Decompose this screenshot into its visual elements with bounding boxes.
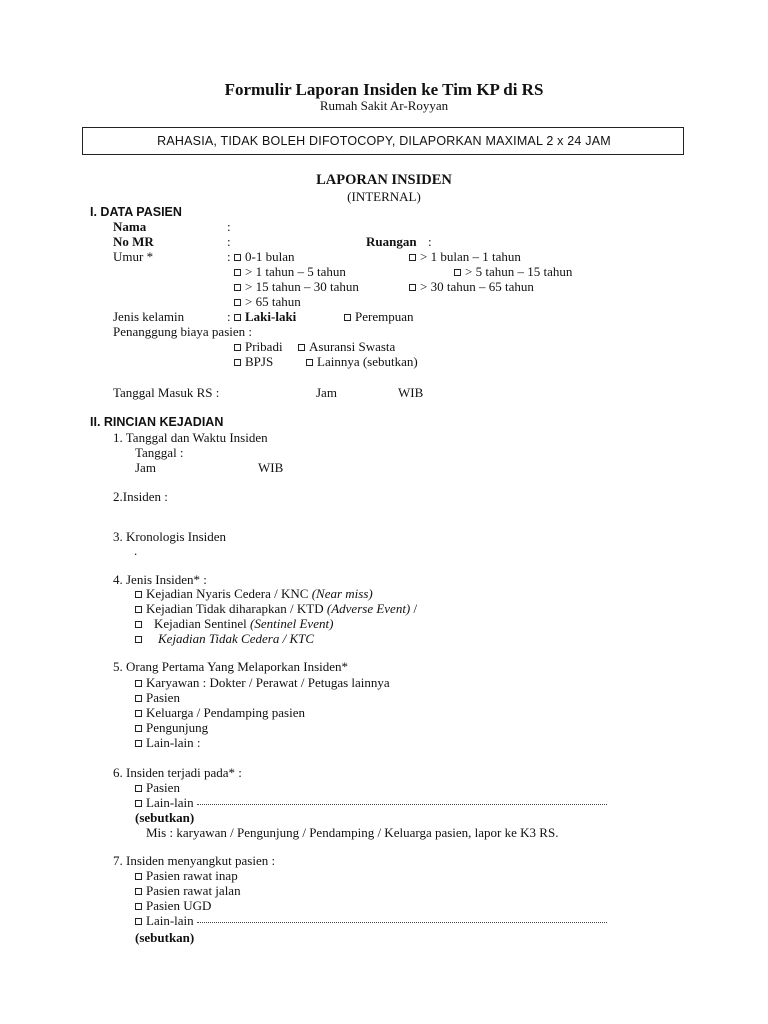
q6-option[interactable]: Pasien	[135, 780, 180, 795]
checkbox[interactable]	[135, 710, 142, 717]
ruangan-label: Ruangan	[366, 234, 417, 249]
q4-option[interactable]: Kejadian Tidak diharapkan / KTD (Adverse Event) /	[135, 601, 417, 616]
checkbox[interactable]	[135, 636, 142, 643]
q4-option[interactable]: Kejadian Sentinel (Sentinel Event)	[135, 616, 333, 631]
q6-label: 6. Insiden terjadi pada* :	[113, 765, 242, 780]
q1-tanggal-label: Tanggal :	[135, 445, 184, 460]
ruangan-colon: :	[428, 234, 432, 249]
admit-wib-label: WIB	[398, 385, 424, 400]
q5-option[interactable]: Lain-lain :	[135, 735, 201, 750]
checkbox[interactable]	[135, 621, 142, 628]
checkbox[interactable]	[234, 254, 241, 261]
q1-jam-label: Jam	[135, 460, 156, 475]
checkbox[interactable]	[135, 680, 142, 687]
age-option[interactable]: > 65 tahun	[234, 294, 301, 309]
checkbox[interactable]	[234, 299, 241, 306]
q2-label: 2.Insiden :	[113, 489, 168, 504]
admit-jam-label: Jam	[316, 385, 337, 400]
q5-option[interactable]: Pengunjung	[135, 720, 208, 735]
age-option[interactable]: > 30 tahun – 65 tahun	[409, 279, 534, 294]
checkbox[interactable]	[135, 888, 142, 895]
checkbox[interactable]	[298, 344, 305, 351]
q6-sebutkan: (sebutkan)	[135, 810, 195, 825]
report-subtitle: (INTERNAL)	[347, 189, 421, 204]
q1-label: 1. Tanggal dan Waktu Insiden	[113, 430, 268, 445]
q1-wib-label: WIB	[258, 460, 284, 475]
q7-sebutkan: (sebutkan)	[135, 930, 195, 945]
payer-option[interactable]: Asuransi Swasta	[298, 339, 395, 354]
q4-label: 4. Jenis Insiden* :	[113, 572, 207, 587]
q3-dot: .	[134, 543, 138, 558]
checkbox[interactable]	[135, 918, 142, 925]
section-data-pasien-heading: I. DATA PASIEN	[90, 205, 182, 219]
checkbox[interactable]	[135, 740, 142, 747]
q4-option[interactable]: Kejadian Tidak Cedera / KTC	[135, 631, 314, 646]
q7-option[interactable]: Pasien UGD	[135, 898, 211, 913]
nomr-colon: :	[227, 234, 231, 249]
checkbox[interactable]	[135, 800, 142, 807]
umur-colon: :	[227, 249, 231, 264]
checkbox[interactable]	[409, 284, 416, 291]
nomr-label: No MR	[113, 234, 154, 249]
q5-option[interactable]: Pasien	[135, 690, 180, 705]
checkbox[interactable]	[135, 606, 142, 613]
checkbox[interactable]	[409, 254, 416, 261]
umur-label: Umur *	[113, 249, 154, 264]
gender-label: Jenis kelamin	[113, 309, 185, 324]
age-option[interactable]: > 1 tahun – 5 tahun	[234, 264, 346, 279]
payer-label: Penanggung biaya pasien :	[113, 324, 252, 339]
checkbox[interactable]	[135, 873, 142, 880]
checkbox[interactable]	[234, 344, 241, 351]
q7-option[interactable]: Pasien rawat inap	[135, 868, 238, 883]
checkbox[interactable]	[135, 725, 142, 732]
admit-date-label: Tanggal Masuk RS :	[113, 385, 220, 400]
payer-option[interactable]: BPJS	[234, 354, 273, 369]
nama-label: Nama	[113, 219, 147, 234]
checkbox[interactable]	[234, 359, 241, 366]
gender-option-male[interactable]: Laki-laki	[234, 309, 296, 324]
q5-label: 5. Orang Pertama Yang Melaporkan Insiden*	[113, 659, 349, 674]
q5-option[interactable]: Karyawan : Dokter / Perawat / Petugas lainnya	[135, 675, 390, 690]
q3-label: 3. Kronologis Insiden	[113, 529, 227, 544]
fill-line[interactable]	[197, 803, 607, 805]
checkbox[interactable]	[306, 359, 313, 366]
payer-option[interactable]: Pribadi	[234, 339, 283, 354]
age-option[interactable]: > 1 bulan – 1 tahun	[409, 249, 521, 264]
checkbox[interactable]	[234, 284, 241, 291]
fill-line[interactable]	[197, 921, 607, 923]
checkbox[interactable]	[234, 269, 241, 276]
q4-option[interactable]: Kejadian Nyaris Cedera / KNC (Near miss)	[135, 586, 373, 601]
form-title: Formulir Laporan Insiden ke Tim KP di RS	[224, 80, 544, 99]
report-title: LAPORAN INSIDEN	[316, 172, 452, 188]
q6-note: Mis : karyawan / Pengunjung / Pendamping / Keluarga pasien, lapor ke K3 RS.	[146, 825, 559, 840]
checkbox[interactable]	[454, 269, 461, 276]
q6-option[interactable]: Lain-lain	[135, 795, 607, 810]
q7-option[interactable]: Lain-lain	[135, 913, 607, 928]
checkbox[interactable]	[135, 903, 142, 910]
gender-option-female[interactable]: Perempuan	[344, 309, 413, 324]
confidential-notice: RAHASIA, TIDAK BOLEH DIFOTOCOPY, DILAPORKAN MAXIMAL 2 x 24 JAM	[157, 134, 611, 148]
nama-colon: :	[227, 219, 231, 234]
checkbox[interactable]	[135, 785, 142, 792]
gender-colon: :	[227, 309, 231, 324]
hospital-name: Rumah Sakit Ar-Royyan	[319, 98, 449, 113]
q7-option[interactable]: Pasien rawat jalan	[135, 883, 241, 898]
q5-option[interactable]: Keluarga / Pendamping pasien	[135, 705, 305, 720]
checkbox[interactable]	[135, 695, 142, 702]
age-option[interactable]: > 5 tahun – 15 tahun	[454, 264, 572, 279]
age-option[interactable]: 0-1 bulan	[234, 249, 294, 264]
checkbox[interactable]	[344, 314, 351, 321]
payer-option[interactable]: Lainnya (sebutkan)	[306, 354, 418, 369]
age-option[interactable]: > 15 tahun – 30 tahun	[234, 279, 359, 294]
checkbox[interactable]	[135, 591, 142, 598]
q7-label: 7. Insiden menyangkut pasien :	[113, 853, 276, 868]
section-rincian-heading: II. RINCIAN KEJADIAN	[90, 415, 224, 429]
checkbox[interactable]	[234, 314, 241, 321]
